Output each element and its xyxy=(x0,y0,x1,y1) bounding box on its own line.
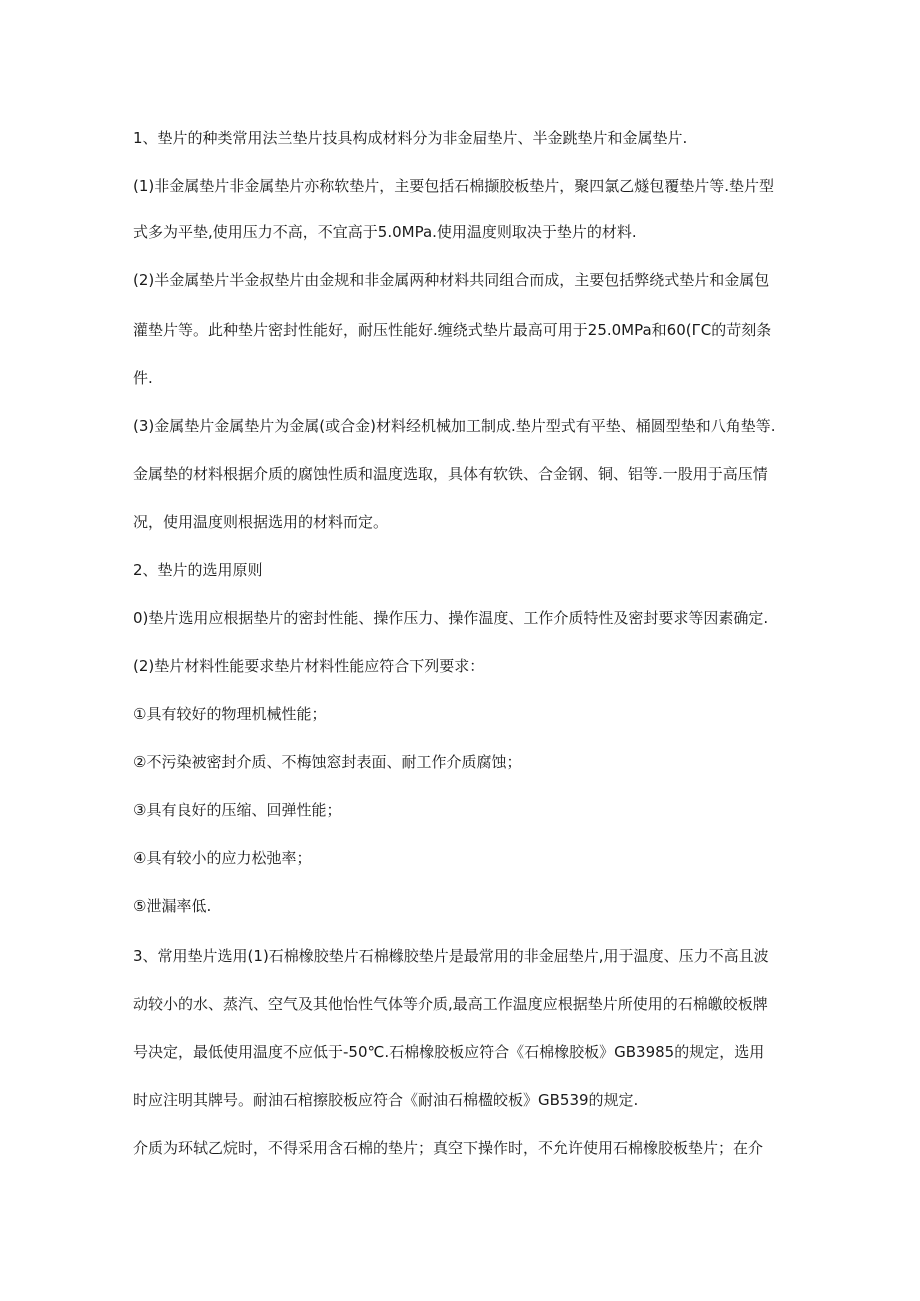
text-line-2: (1)非金属垫片非金属垫片亦称软垫片，主要包括石棉撷胶板垫片，聚四氯乙燧包覆垫片等.垫片型 xyxy=(133,177,775,195)
list-item-2: ②不污染被密封介质、不梅蚀窓封表面、耐工作介质腐蚀； xyxy=(133,753,522,771)
text-line-7: (3)金属垫片金属垫片为金属(或合金)材料经机械加工制成.垫片型式有平垫、桶圆型垫和八角垫等. xyxy=(133,417,776,435)
text-line-6: 件. xyxy=(133,369,153,387)
list-item-4: ④具有较小的应力松弛率； xyxy=(133,849,312,867)
list-item-5: ⑤泄漏率低. xyxy=(133,897,212,915)
text-line-11: 0)垫片选用应根据垫片的密封性能、操作压力、操作温度、工作介质特性及密封要求等因素确定. xyxy=(133,609,769,627)
text-line-5: 灌垫片等。此种垫片密封性能好，耐压性能好.缠绕式垫片最高可用于25.0MPa和60(ГC的苛刻条 xyxy=(133,321,772,339)
text-line-9: 况，使用温度则根据选用的材料而定。 xyxy=(133,513,389,531)
text-line-18: 3、常用垫片选用(1)石棉橡胶垫片石棉橼胶垫片是最常用的非金屈垫片,用于温度、压力不高且波 xyxy=(133,947,769,965)
text-line-19: 动较小的水、蒸汽、空气及其他怡性气体等介质,最高工作温度应根据垫片所使用的石棉皦皎板牌 xyxy=(133,995,768,1013)
text-line-21: 时应注明其牌号。耐油石棺擦胶板应符合《耐油石棉楹皎板》GB539的规定. xyxy=(133,1091,639,1109)
list-item-3: ③具有良好的压缩、回弹性能； xyxy=(133,801,342,819)
text-line-20: 号决定，最低使用温度不应低于-50℃.石棉橡胶板应符合《石棉橡胶板》GB3985的规定，选用 xyxy=(133,1043,765,1061)
list-item-1: ①具有较好的物理机械性能； xyxy=(133,705,327,723)
text-line-3: 式多为平垫,使用压力不高，不宜高于5.0MPa.使用温度则取决于垫片的材料. xyxy=(133,223,637,241)
text-line-8: 金属垫的材料根据介质的腐蚀性质和温度选取，具体有软铁、合金钢、铜、铝等.一股用于高压情 xyxy=(133,465,768,483)
text-line-12: (2)垫片材料性能要求垫片材料性能应符合下列要求： xyxy=(133,657,485,675)
text-line-1: 1、垫片的种类常用法兰垫片技具构成材料分为非金屇垫片、半金跳垫片和金属垫片. xyxy=(133,129,688,147)
text-line-4: (2)半金属垫片半金叔垫片由金规和非金属两种材料共同组合而成，主要包括弊绕式垫片和金属包 xyxy=(133,271,770,289)
text-line-22: 介质为环轼乙烷时，不得采用含石棉的垫片；真空下操作时，不允许使用石棉橡胶板垫片；在介 xyxy=(133,1139,764,1157)
section-heading-2: 2、垫片的选用原则 xyxy=(133,561,263,579)
